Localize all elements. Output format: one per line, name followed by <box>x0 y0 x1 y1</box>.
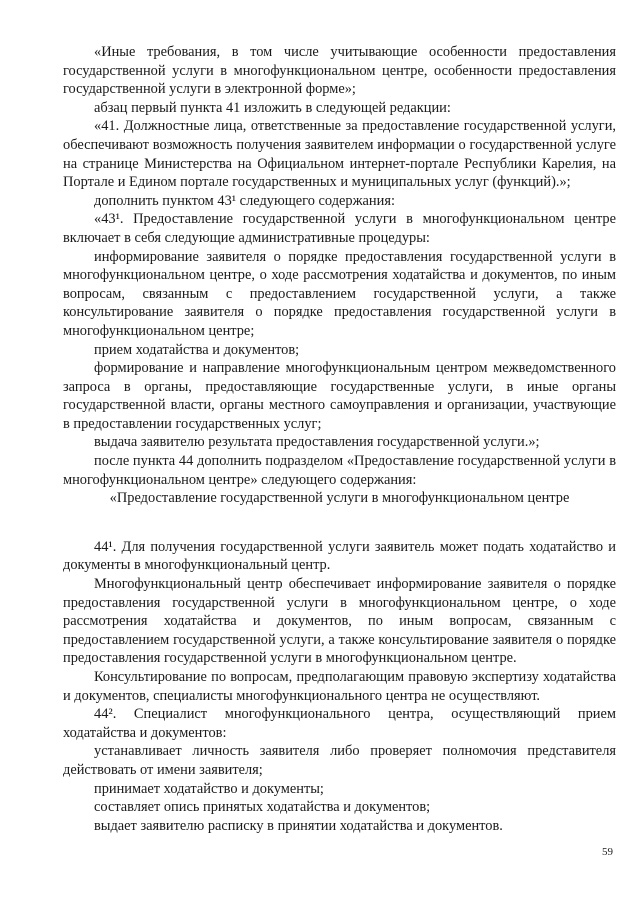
paragraph: Многофункциональный центр обеспечивает информирование заявителя о порядке предоставления государственной услуги в многофункциональном центре, о ходе рассмотрения ходатайства и документов, по иным вопросам, связанным с предоставлением государственной услуги, а также консультирование заявителя о порядке предоставления государственной услуги в многофункциональном центре. <box>63 576 616 667</box>
paragraph: Консультирование по вопросам, предполагающим правовую экспертизу ходатайства и документов, специалисты многофункционального центра не осуществляют. <box>63 669 616 704</box>
paragraph: выдача заявителю результата предоставления государственной услуги.»; <box>94 434 540 451</box>
paragraph: 44². Специалист многофункционального центра, осуществляющий прием ходатайства и документов: <box>63 706 616 741</box>
paragraph: составляет опись принятых ходатайства и документов; <box>94 799 431 816</box>
paragraph: «Иные требования, в том числе учитывающие особенности предоставления государственной услуги в многофункциональном центре, особенности предоставления государственной услуги в электронной форме»; <box>63 44 616 98</box>
paragraph: устанавливает личность заявителя либо проверяет полномочия представителя действовать от имени заявителя; <box>63 743 616 778</box>
paragraph: выдает заявителю расписку в принятии ходатайства и документов. <box>94 817 503 834</box>
paragraph: принимает ходатайство и документы; <box>94 780 324 797</box>
paragraph: после пункта 44 дополнить подразделом «Предоставление государственной услуги в многофункциональном центре» следующего содержания: <box>63 453 616 488</box>
paragraph: абзац первый пункта 41 изложить в следующей редакции: <box>94 99 451 116</box>
subsection-heading: «Предоставление государственной услуги в многофункциональном центре <box>109 490 570 507</box>
paragraph: «43¹. Предоставление государственной услуги в многофункциональном центре включает в себя следующие административные процедуры: <box>63 211 616 246</box>
paragraph: «41. Должностные лица, ответственные за предоставление государственной услуги, обеспечивают возможность получения заявителем информации о государственной услуге на странице Министерства на Официальном интернет-портале Республики Карелия, на Портале и Едином портале государственных и муниципальных услуг (функций).»; <box>63 118 616 191</box>
paragraph: 44¹. Для получения государственной услуги заявитель может подать ходатайство и документы в многофункциональный центр. <box>63 538 616 574</box>
paragraph: информирование заявителя о порядке предоставления государственной услуги в многофункциональном центре, о ходе рассмотрения ходатайства и документов, по иным вопросам, связанным с предоставлением государственной услуги, а также консультирование заявителя о порядке предоставления государственной услуги в многофункциональном центре; <box>63 248 616 339</box>
page-number: 59 <box>602 846 613 858</box>
document-body <box>63 43 616 835</box>
paragraph: формирование и направление многофункциональным центром межведомственного запроса в органы, предоставляющие государственные услуги, в иные органы государственной власти, органы местного самоуправления и организации, участвующие в предоставлении государственных услуг; <box>63 360 616 432</box>
paragraph: дополнить пунктом 43¹ следующего содержания: <box>94 192 395 209</box>
paragraph: прием ходатайства и документов; <box>94 341 300 358</box>
spacer <box>63 508 616 538</box>
